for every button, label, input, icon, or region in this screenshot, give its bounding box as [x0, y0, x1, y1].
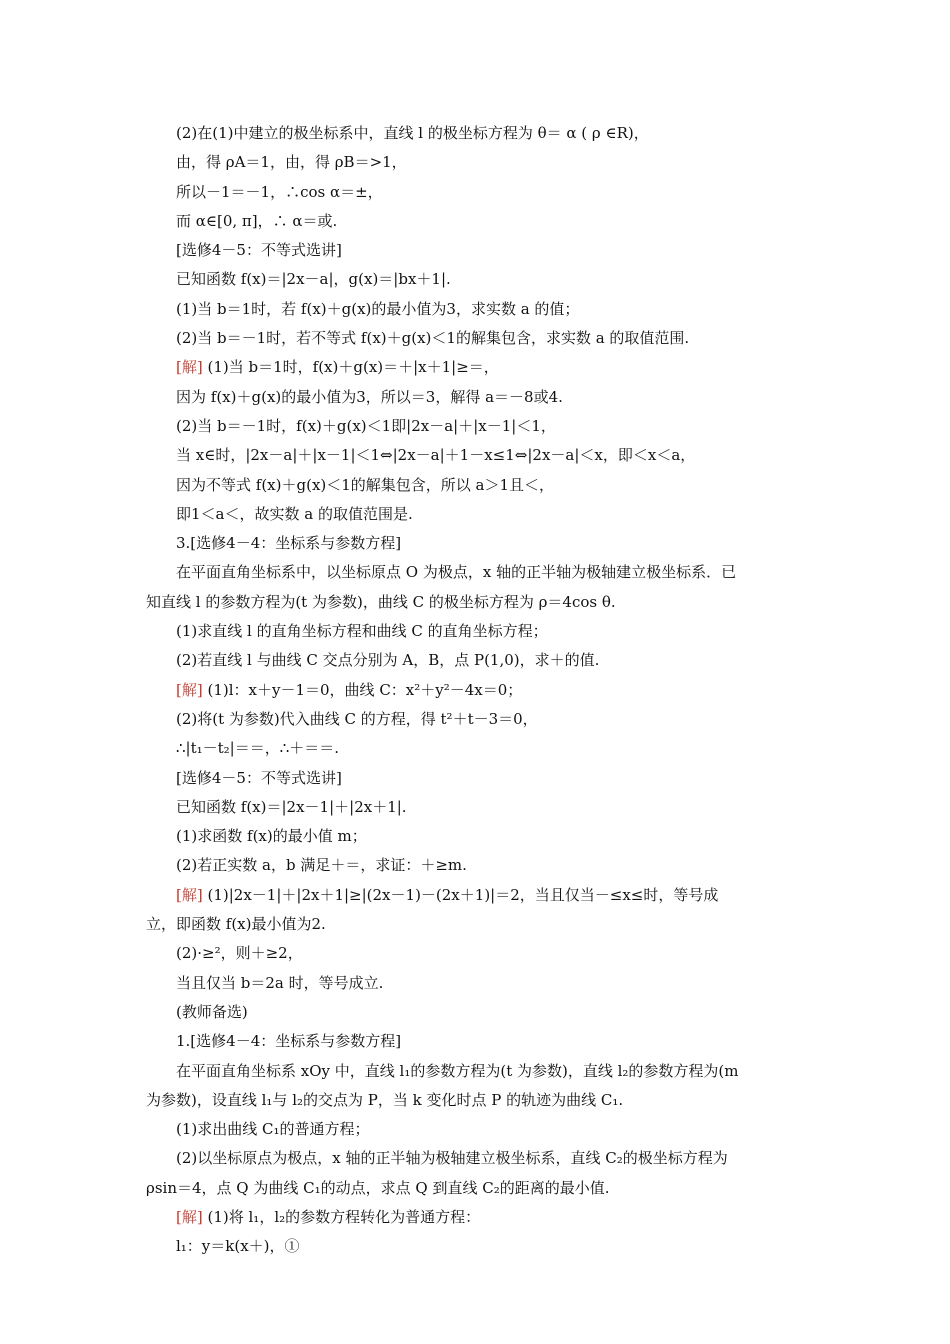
text-line [146, 148, 810, 177]
line-text: 已知函数 f(x)＝|2x－1|＋|2x＋1|. [176, 797, 407, 816]
line-text: 立，即函数 f(x)最小值为2. [146, 915, 326, 934]
text-line [146, 969, 810, 998]
line-text: 所以－1＝－1，∴cos α＝±， [176, 182, 383, 201]
line-text: (1)当 b＝1时，若 f(x)＋g(x)的最小值为3，求实数 a 的值； [176, 299, 580, 318]
line-text: (1)求出曲线 C₁的普通方程； [176, 1120, 370, 1139]
document-body [146, 119, 810, 1262]
solution-label: [解] [176, 680, 203, 699]
text-line [146, 324, 810, 353]
line-text: 1.[选修4－4：坐标系与参数方程] [176, 1032, 402, 1051]
text-line [146, 705, 810, 734]
text-line [146, 265, 810, 294]
line-text: 已知函数 f(x)＝|2x－a|，g(x)＝|bx＋1|. [176, 270, 451, 289]
line-text: (教师备选) [176, 1002, 248, 1021]
line-text: 3.[选修4－4：坐标系与参数方程] [176, 534, 402, 553]
line-text: (1)l：x＋y－1＝0，曲线 C：x²＋y²－4x＝0； [202, 680, 523, 699]
line-text: (2)当 b＝－1时，f(x)＋g(x)＜1即|2x－a|＋|x－1|＜1， [176, 416, 556, 435]
solution-label: [解] [176, 358, 203, 377]
text-line [146, 383, 810, 412]
line-text: 当 x∈时，|2x－a|＋|x－1|＜1⇔|2x－a|＋1－x≤1⇔|2x－a|＜x，即＜x＜a， [176, 446, 696, 465]
text-line [146, 617, 810, 646]
line-text: l₁：y＝k(x＋)，① [176, 1237, 300, 1256]
line-text: [选修4－5：不等式选讲] [176, 768, 342, 787]
line-text: (1)当 b＝1时，f(x)＋g(x)＝＋|x＋1|≥＝， [202, 358, 499, 377]
text-line [146, 412, 810, 441]
text-line [146, 1174, 810, 1203]
text-line [146, 764, 810, 793]
text-line [146, 734, 810, 763]
line-text: 知直线 l 的参数方程为(t 为参数)，曲线 C 的极坐标方程为 ρ＝4cos θ. [146, 592, 616, 611]
text-line [146, 178, 810, 207]
line-text: (2)若直线 l 与曲线 C 交点分别为 A，B，点 P(1,0)，求＋的值. [176, 651, 600, 670]
text-line [146, 353, 810, 382]
line-text: 由，得 ρA＝1，由，得 ρB＝>1， [176, 153, 407, 172]
line-text: (2)当 b＝－1时，若不等式 f(x)＋g(x)＜1的解集包含，求实数 a 的取值范围. [176, 329, 690, 348]
line-text: (2)若正实数 a，b 满足＋＝，求证：＋≥m. [176, 856, 467, 875]
line-text: [选修4－5：不等式选讲] [176, 241, 342, 260]
line-text: (2)·≥²，则＋≥2， [176, 944, 303, 963]
text-line [146, 500, 810, 529]
text-line [146, 471, 810, 500]
line-text: (2)将(t 为参数)代入曲线 C 的方程，得 t²＋t－3＝0， [176, 709, 538, 728]
line-text: 即1＜a＜，故实数 a 的取值范围是. [176, 504, 413, 523]
line-text: (1)求直线 l 的直角坐标方程和曲线 C 的直角坐标方程； [176, 622, 548, 641]
text-line [146, 822, 810, 851]
text-line [146, 1232, 810, 1261]
text-line [146, 1086, 810, 1115]
text-line [146, 558, 810, 587]
line-text: 因为不等式 f(x)＋g(x)＜1的解集包含，所以 a＞1且＜， [176, 475, 555, 494]
text-line [146, 1203, 810, 1232]
line-text: (1)求函数 f(x)的最小值 m； [176, 827, 367, 846]
line-text: 在平面直角坐标系 xOy 中，直线 l₁的参数方程为(t 为参数)，直线 l₂的参数方程为(m [176, 1061, 739, 1080]
text-line [146, 207, 810, 236]
text-line [146, 1027, 810, 1056]
line-text: (1)|2x－1|＋|2x＋1|≥|(2x－1)－(2x＋1)|＝2，当且仅当－≤x≤时，等号成 [202, 885, 719, 904]
text-line [146, 1057, 810, 1086]
text-line [146, 646, 810, 675]
text-line [146, 881, 810, 910]
line-text: 在平面直角坐标系中，以坐标原点 O 为极点，x 轴的正半轴为极轴建立极坐标系．已 [176, 563, 737, 582]
line-text: (2)在(1)中建立的极坐标系中，直线 l 的极坐标方程为 θ＝ α ( ρ ∈R)， [176, 124, 649, 142]
text-line [146, 119, 810, 148]
text-line [146, 529, 810, 558]
text-line [146, 851, 810, 880]
line-text: 而 α∈[0, π]，∴ α＝或. [176, 211, 338, 230]
text-line [146, 793, 810, 822]
text-line [146, 295, 810, 324]
text-line [146, 441, 810, 470]
text-line [146, 910, 810, 939]
text-line [146, 588, 810, 617]
text-line [146, 939, 810, 968]
line-text: 为参数)，设直线 l₁与 l₂的交点为 P，当 k 变化时点 P 的轨迹为曲线 C₁. [146, 1090, 624, 1109]
text-line [146, 1115, 810, 1144]
text-line [146, 676, 810, 705]
line-text: 当且仅当 b＝2a 时，等号成立. [176, 973, 384, 992]
line-text: 因为 f(x)＋g(x)的最小值为3，所以＝3，解得 a＝－8或4. [176, 387, 563, 406]
line-text: ∴|t₁－t₂|＝＝，∴＋＝＝. [176, 739, 340, 758]
solution-label: [解] [176, 1207, 203, 1226]
line-text: ρsin＝4，点 Q 为曲线 C₁的动点，求点 Q 到直线 C₂的距离的最小值. [146, 1178, 610, 1197]
solution-label: [解] [176, 885, 203, 904]
text-line [146, 236, 810, 265]
line-text: (2)以坐标原点为极点，x 轴的正半轴为极轴建立极坐标系，直线 C₂的极坐标方程为 [176, 1149, 728, 1168]
text-line [146, 1144, 810, 1173]
line-text: (1)将 l₁，l₂的参数方程转化为普通方程： [202, 1207, 481, 1226]
text-line [146, 998, 810, 1027]
